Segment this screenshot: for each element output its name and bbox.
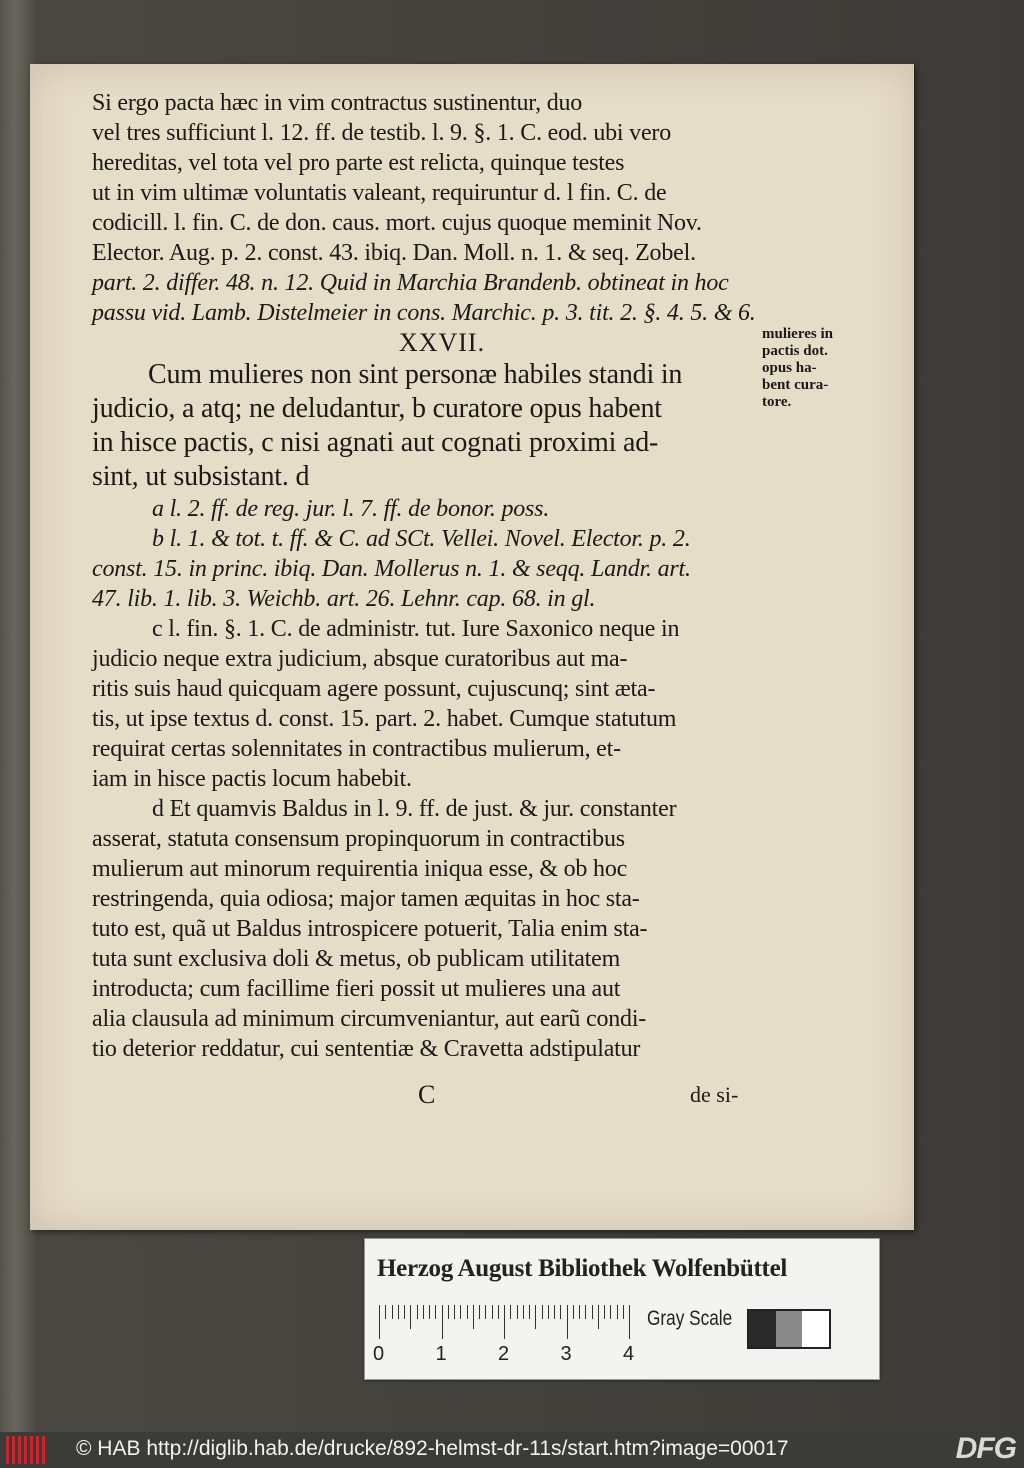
text-line: requirat certas solennitates in contractibus mulierum, et- [92, 736, 621, 762]
text-line: tuta sunt exclusiva doli & metus, ob publicam utilitatem [92, 946, 621, 972]
signature-mark: C [418, 1080, 436, 1109]
ruler-tick [435, 1305, 436, 1319]
ruler-tick [404, 1305, 405, 1319]
marginal-note-line: opus ha- [762, 360, 817, 376]
library-color-card [364, 1238, 880, 1380]
ruler-tick [560, 1305, 561, 1319]
ruler-tick [573, 1305, 574, 1319]
gray-swatch [802, 1311, 829, 1347]
ruler-tick [392, 1305, 393, 1319]
ruler-number: 0 [373, 1343, 385, 1365]
text-line: d Et quamvis Baldus in l. 9. ff. de just. & jur. constanter [152, 796, 677, 822]
footer-bar [0, 1432, 1024, 1468]
text-line: alia clausula ad minimum circumveniantur, aut earũ condi- [92, 1006, 647, 1032]
gray-swatch [776, 1311, 803, 1347]
ruler-tick [567, 1305, 568, 1339]
ruler-tick [535, 1305, 536, 1329]
ruler-number: 2 [498, 1343, 510, 1365]
ruler-number: 4 [623, 1343, 635, 1365]
catchword: de si- [690, 1082, 739, 1107]
text-line: vel tres sufficiunt l. 12. ff. de testib. l. 9. §. 1. C. eod. ubi vero [92, 120, 672, 146]
text-line: tis, ut ipse textus d. const. 15. part. 2. habet. Cumque statutum [92, 706, 677, 732]
text-line: ut in vim ultimæ voluntatis valeant, requiruntur d. l fin. C. de [92, 180, 667, 206]
ruler-tick [479, 1305, 480, 1319]
text-line: passu vid. Lamb. Distelmeier in cons. Marchic. p. 3. tit. 2. §. 4. 5. & 6. [92, 300, 756, 326]
text-line: ritis suis haud quicquam agere possunt, cujuscunq; sint æta- [92, 676, 656, 702]
ruler-tick [417, 1305, 418, 1319]
ruler-tick [610, 1305, 611, 1319]
ruler-tick [554, 1305, 555, 1319]
text-line: tuto est, quã ut Baldus introspicere potuerit, Talia enim sta- [92, 916, 648, 942]
text-line: a l. 2. ff. de reg. jur. l. 7. ff. de bonor. poss. [152, 496, 550, 522]
gray-swatch [749, 1311, 776, 1347]
ruler-tick [548, 1305, 549, 1319]
text-line: restringenda, quia odiosa; major tamen æquitas in hoc sta- [92, 886, 640, 912]
ruler-tick [492, 1305, 493, 1319]
text-line: const. 15. in princ. ibiq. Dan. Mollerus n. 1. & seqq. Landr. art. [92, 556, 691, 582]
text-line: c l. fin. §. 1. C. de administr. tut. Iure Saxonico neque in [152, 616, 680, 642]
text-line: part. 2. differ. 48. n. 12. Quid in Marchia Brandenb. obtineat in hoc [92, 270, 729, 296]
marginal-note-line: pactis dot. [762, 343, 828, 359]
ruler-number: 3 [560, 1343, 572, 1365]
ruler-tick [510, 1305, 511, 1319]
text-line: Si ergo pacta hæc in vim contractus sustinentur, duo [92, 90, 583, 116]
ruler-tick [467, 1305, 468, 1319]
ruler-tick [423, 1305, 424, 1319]
ruler-tick [429, 1305, 430, 1319]
ruler-tick [604, 1305, 605, 1319]
library-name: Herzog August Bibliothek Wolfenbüttel [377, 1255, 788, 1282]
text-line: Cum mulieres non sint personæ habiles standi in [148, 359, 683, 390]
text-line: mulierum aut minorum requirentia iniqua esse, & ob hoc [92, 856, 628, 882]
text-line: 47. lib. 1. lib. 3. Weichb. art. 26. Lehnr. cap. 68. in gl. [92, 586, 596, 612]
ruler-tick [617, 1305, 618, 1319]
ruler-tick [448, 1305, 449, 1319]
ruler-tick [498, 1305, 499, 1319]
text-line: iam in hisce pactis locum habebit. [92, 766, 412, 792]
marginal-note [762, 326, 862, 411]
text-line: in hisce pactis, c nisi agnati aut cognati proximi ad- [92, 427, 659, 458]
text-line: tio deterior reddatur, cui sententiæ & Cravetta adstipulatur [92, 1036, 641, 1062]
marginal-note-line: tore. [762, 394, 792, 410]
gray-scale-swatches [747, 1309, 831, 1349]
ruler-tick [542, 1305, 543, 1319]
ruler-tick [585, 1305, 586, 1319]
text-line: XXVII. [398, 328, 486, 357]
marginal-note-line: mulieres in [762, 326, 833, 342]
text-line: codicill. l. fin. C. de don. caus. mort. cujus quoque meminit Nov. [92, 210, 702, 236]
hab-logo-icon [6, 1436, 48, 1464]
ruler-tick [529, 1305, 530, 1319]
footer-url[interactable]: © HAB http://diglib.hab.de/drucke/892-helmst-dr-11s/start.htm?image=00017 [76, 1437, 789, 1460]
ruler-tick [517, 1305, 518, 1319]
ruler-tick [473, 1305, 474, 1329]
dfg-logo: DFG [955, 1432, 1016, 1465]
text-line: hereditas, vel tota vel pro parte est relicta, quinque testes [92, 150, 625, 176]
gray-scale-label: Gray Scale [647, 1307, 733, 1330]
ruler-tick [454, 1305, 455, 1319]
text-line: asserat, statuta consensum propinquorum in contractibus [92, 826, 625, 852]
ruler-tick [623, 1305, 624, 1319]
ruler-tick [523, 1305, 524, 1319]
ruler-tick [579, 1305, 580, 1319]
text-line: judicio neque extra judicium, absque curatoribus aut ma- [92, 646, 628, 672]
ruler-tick [629, 1305, 630, 1339]
ruler-tick [379, 1305, 380, 1339]
ruler-tick [410, 1305, 411, 1329]
ruler-tick [460, 1305, 461, 1319]
page-body-text [92, 88, 762, 1064]
marginal-note-line: bent cura- [762, 377, 829, 393]
scale-ruler [373, 1305, 641, 1365]
ruler-number: 1 [435, 1343, 447, 1365]
ruler-tick [504, 1305, 505, 1339]
text-line: b l. 1. & tot. t. ff. & C. ad SCt. Vellei. Novel. Elector. p. 2. [152, 526, 691, 552]
ruler-tick [592, 1305, 593, 1319]
text-line: sint, ut subsistant. d [92, 461, 310, 492]
ruler-tick [398, 1305, 399, 1319]
text-line: introducta; cum facillime fieri possit ut mulieres una aut [92, 976, 621, 1002]
text-line: Elector. Aug. p. 2. const. 43. ibiq. Dan. Moll. n. 1. & seq. Zobel. [92, 240, 696, 266]
ruler-tick [442, 1305, 443, 1339]
ruler-tick [598, 1305, 599, 1329]
ruler-tick [385, 1305, 386, 1319]
ruler-tick [485, 1305, 486, 1319]
text-line: judicio, a atq; ne deludantur, b curatore opus habent [92, 393, 662, 424]
